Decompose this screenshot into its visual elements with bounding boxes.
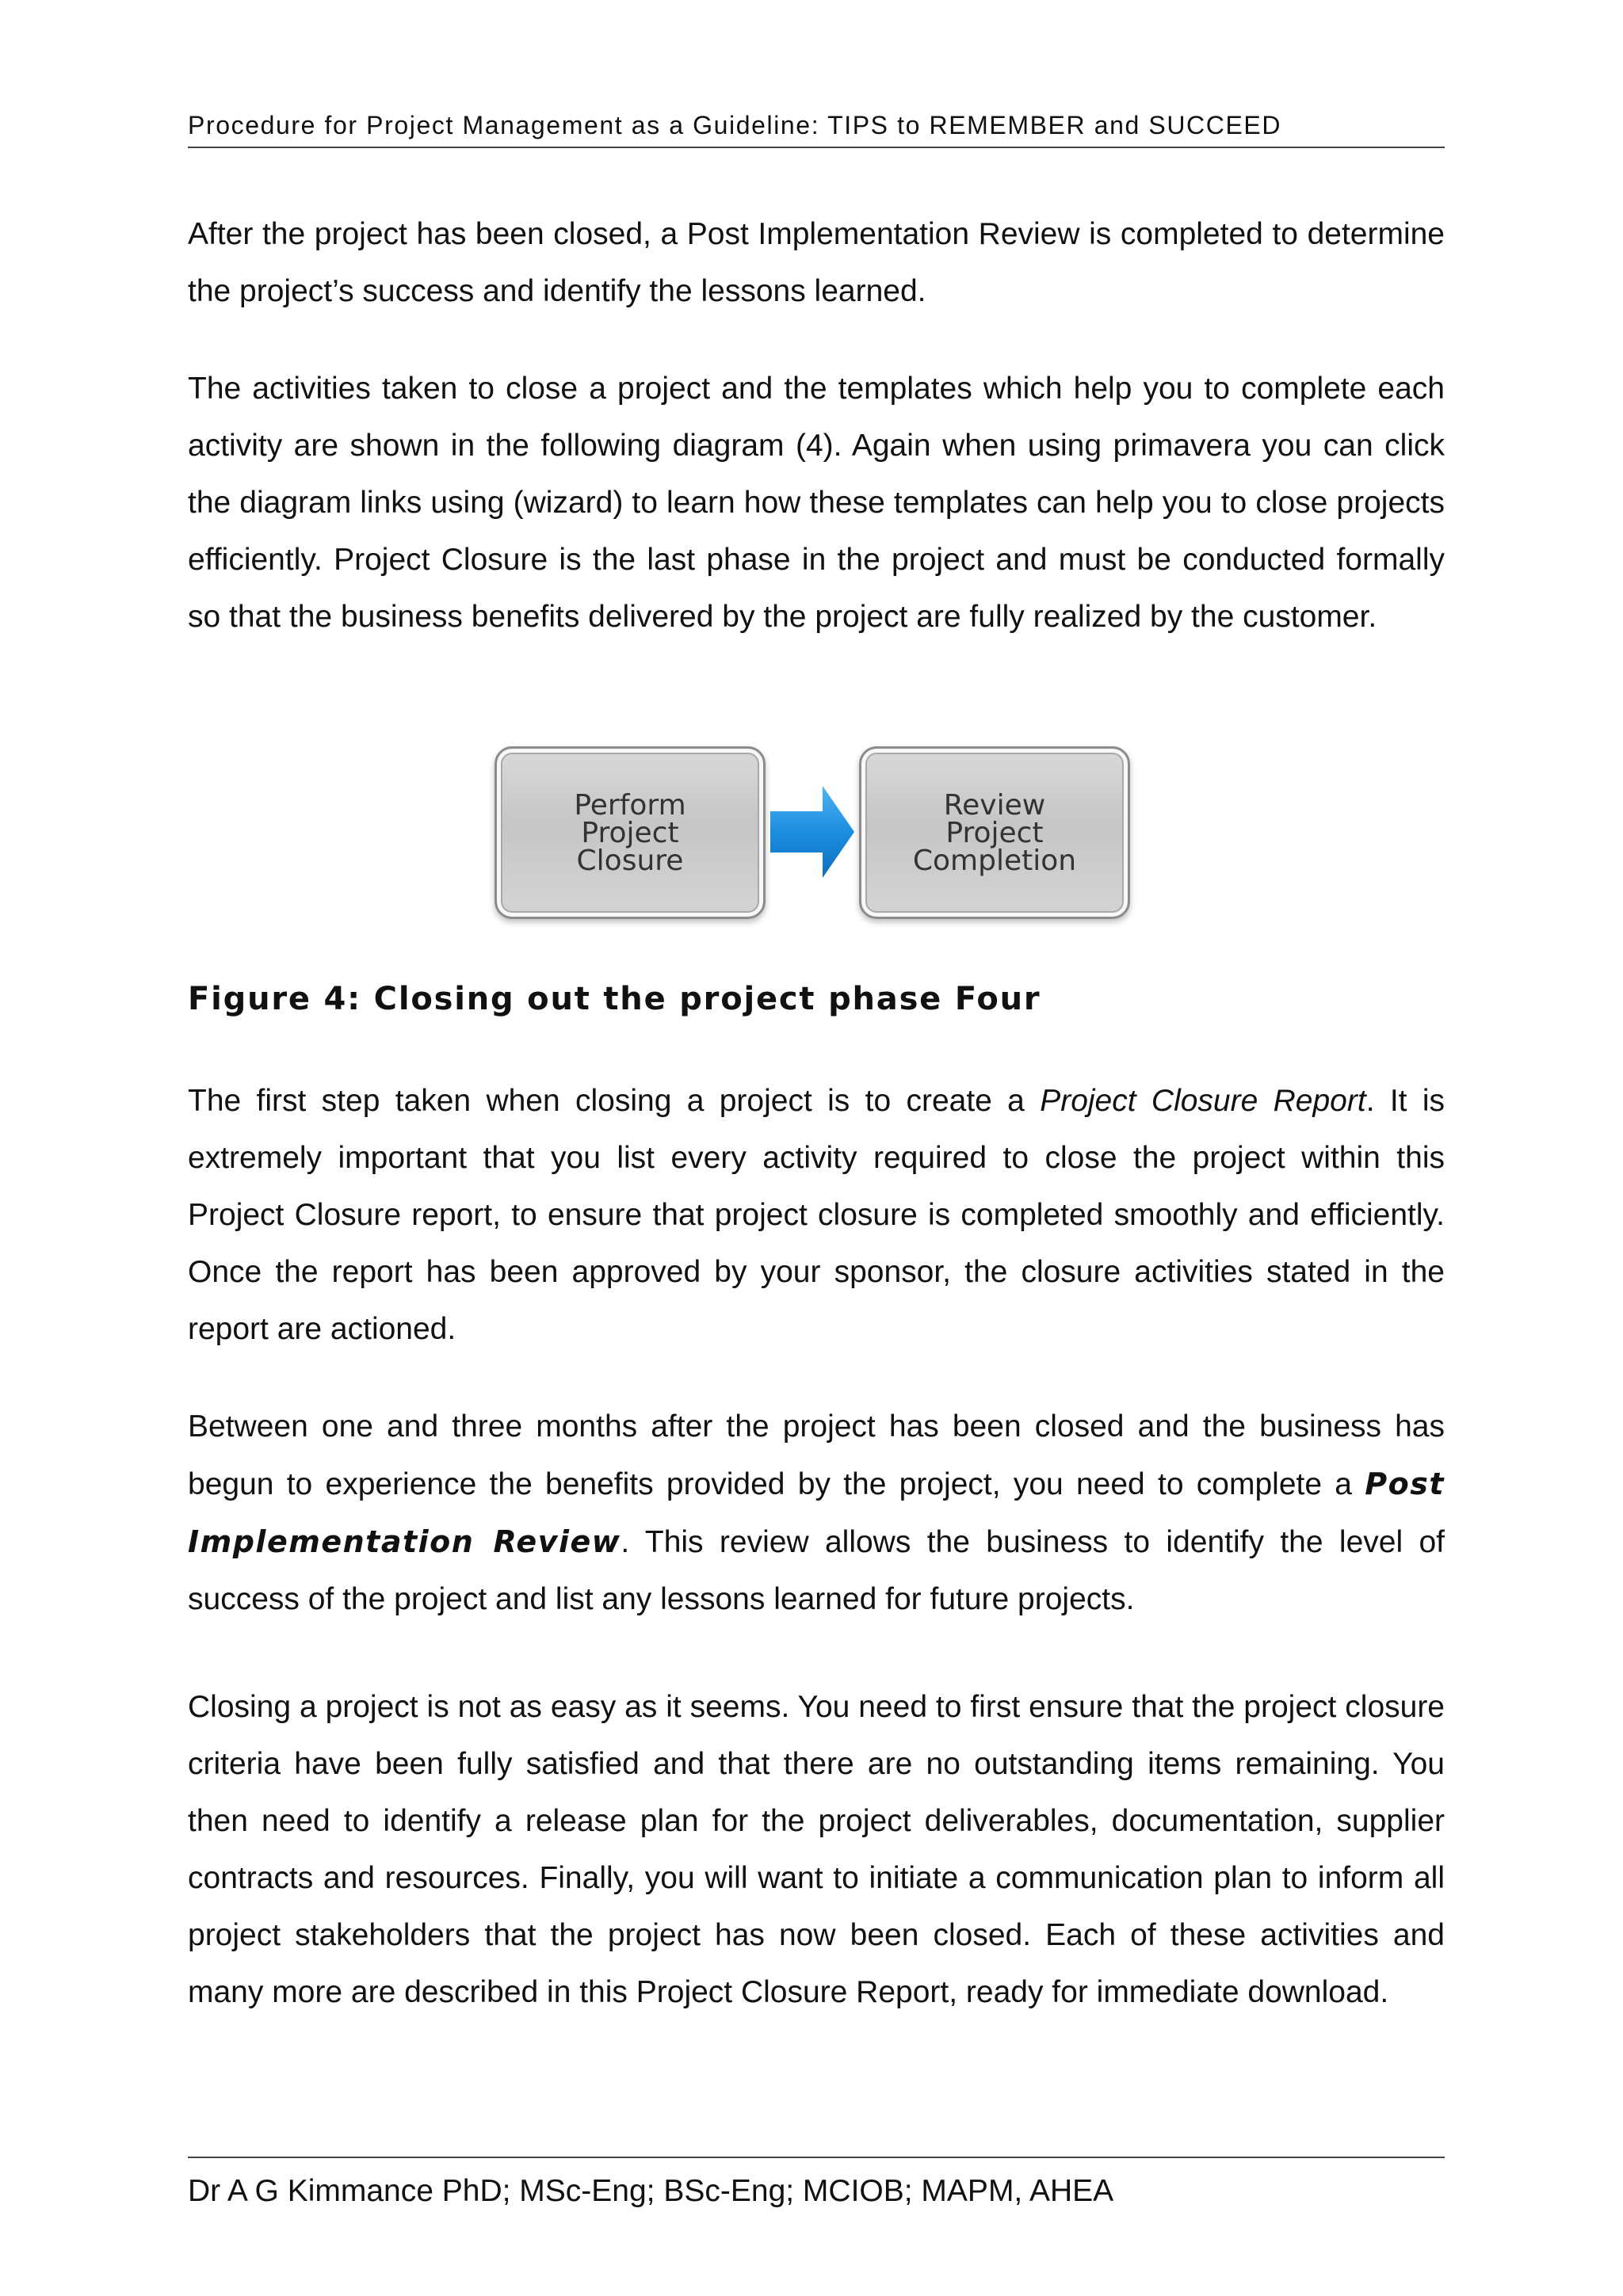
closure-process-diagram <box>491 743 1133 925</box>
review-project-completion-box[interactable] <box>859 746 1130 919</box>
footer-author: Dr A G Kimmance PhD; MSc-Eng; BSc-Eng; MCIOB; MAPM, AHEA <box>188 2174 1114 2208</box>
figure-caption: Figure 4: Closing out the project phase Four <box>188 981 1041 1017</box>
p3-text-before: The first step taken when closing a project is to create a <box>188 1084 1041 1118</box>
paragraph-project-closure-report <box>188 1073 1445 1358</box>
perform-project-closure-box[interactable] <box>495 746 766 919</box>
right-arrow-icon <box>770 784 856 879</box>
paragraph-closing-a-project: Closing a project is not as easy as it seems. You need to first ensure that the project closure criteria have been fully satisfied and that there are no outstanding items remaining. You then need to identify a release plan for the project deliverables, documentation, supplier contracts and resources. Finally, you will want to initiate a communication plan to inform all project stakeholders that the project has now been closed. Each of these activities and many more are described in this Project Closure Report, ready for immediate download. <box>188 1690 1445 2009</box>
running-header: Procedure for Project Management as a Guideline: TIPS to REMEMBER and SUCCEED <box>188 111 1445 148</box>
project-closure-report-term: Project Closure Report <box>1040 1084 1366 1118</box>
p4-text-after: . This review allows the business to identify the level of success of the project and list any lessons learned for future projects. <box>188 1525 1445 1616</box>
perform-project-closure-label: Perform Project Closure <box>574 788 686 877</box>
p4-text-before: Between one and three months after the project has been closed and the business has begun to experience the benefits provided by the project, you need to complete a <box>188 1409 1445 1501</box>
review-project-completion-label: Review Project Completion <box>912 788 1077 877</box>
paragraph-post-implementation-review <box>188 1398 1445 1628</box>
post-implementation-review-term: Post Implementation Review <box>188 1466 1445 1559</box>
paragraph-post-implementation-intro: After the project has been closed, a Post Implementation Review is completed to determine the project’s success and identify the lessons learned. <box>188 217 1445 308</box>
footer-divider <box>188 2157 1445 2158</box>
paragraph-closure-activities: The activities taken to close a project and the templates which help you to complete each activity are shown in the following diagram (4). Again when using primavera you can click the diagram links using (wizard) to learn how these templates can help you to close projects efficiently. Project Closure is the last phase in the project and must be conducted formally so that the business benefits delivered by the project are fully realized by the customer. <box>188 372 1445 634</box>
p3-text-after: . It is extremely important that you list every activity required to close the project within this Project Closure report, to ensure that project closure is completed smoothly and efficiently. Once the report has been approved by your sponsor, the closure activities stated in the report are actioned. <box>188 1084 1445 1346</box>
